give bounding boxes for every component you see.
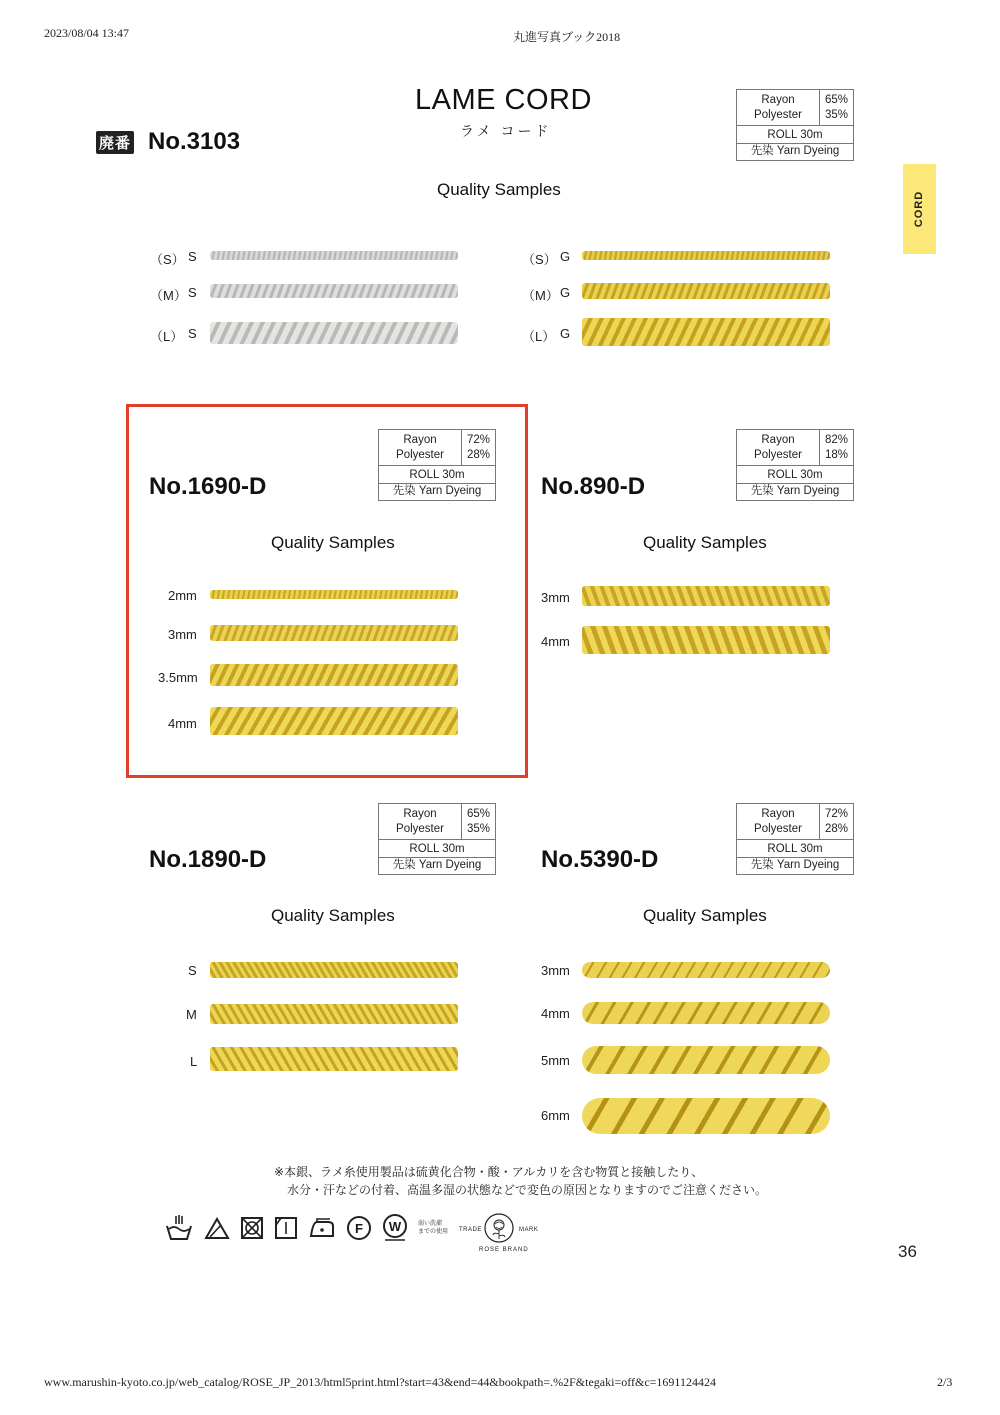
hand-wash-icon <box>164 1214 194 1242</box>
dye-method: 先染 Yarn Dyeing <box>750 145 840 157</box>
sample-color-label: S <box>188 326 197 341</box>
product-number: No.3103 <box>148 128 241 155</box>
cord-sample-silver-s <box>210 251 458 260</box>
sample-color-label: S <box>188 249 197 264</box>
product-number: No.5390-D <box>541 846 659 873</box>
care-icons <box>164 1214 448 1242</box>
percent-2: 18% <box>824 449 849 461</box>
sample-size-label: （S） <box>522 252 557 267</box>
section-title: Quality Samples <box>643 906 767 925</box>
roll-length: ROLL 30m <box>379 466 495 484</box>
cord-sample-gold-m <box>582 283 830 299</box>
sample-size-label: 4mm <box>168 716 197 731</box>
cord-sample-silver-l <box>210 322 458 344</box>
percent-1: 72% <box>466 434 491 446</box>
spec-table-1690d <box>378 429 496 501</box>
product-number: No.1690-D <box>149 473 267 500</box>
line-dry-icon <box>274 1216 298 1240</box>
percent-1: 65% <box>466 808 491 820</box>
material-1: Rayon <box>761 94 795 106</box>
percent-1: 65% <box>824 94 849 106</box>
page-subtitle: ラメ コード <box>460 123 552 139</box>
dry-clean-f-icon <box>346 1215 372 1241</box>
care-note <box>274 1163 767 1199</box>
percent-2: 28% <box>466 449 491 461</box>
print-page-count: 2/3 <box>937 1375 953 1389</box>
dry-clean-letter: F <box>355 1220 363 1236</box>
spec-table-3103 <box>736 89 854 161</box>
trademark-right: MARK <box>519 1227 539 1233</box>
dye-method: 先染 Yarn Dyeing <box>392 859 482 871</box>
trademark-left: TRADE <box>459 1227 482 1233</box>
cord-sample-2mm <box>210 590 458 599</box>
material-2: Polyester <box>396 823 444 835</box>
cord-sample-5mm <box>582 1046 830 1074</box>
dye-method: 先染 Yarn Dyeing <box>392 485 482 497</box>
rose-brand-trademark <box>456 1210 542 1260</box>
care-note-line-1: ※本銀、ラメ糸使用製品は硫黄化合物・酸・アルカリを含む物質と接触したり、 <box>274 1165 704 1179</box>
category-tab-cord[interactable] <box>903 164 936 254</box>
cord-sample-3mm <box>582 586 830 606</box>
cord-sample-4mm <box>582 626 830 654</box>
wet-clean-note <box>418 1220 448 1236</box>
wet-clean-letter: W <box>388 1218 402 1234</box>
wet-clean-icon <box>382 1214 408 1242</box>
catalog-title: 丸進写真ブック2018 <box>513 30 621 44</box>
cord-sample-m <box>210 1004 458 1024</box>
wet-clean-note-2: までの使用 <box>418 1229 449 1235</box>
iron-icon <box>308 1216 336 1240</box>
sample-size-label: （L） <box>522 329 556 344</box>
care-note-line-2: 水分・汗などの付着、高温多湿の状態などで変色の原因となりますのでご注意ください。 <box>287 1183 768 1197</box>
sample-size-label: 4mm <box>541 1006 570 1021</box>
sample-size-label: （L） <box>150 329 184 344</box>
cord-sample-3mm <box>582 962 830 978</box>
cord-sample-3-5mm <box>210 664 458 686</box>
sample-size-label: L <box>190 1054 198 1069</box>
spec-table-890d <box>736 429 854 501</box>
section-title: Quality Samples <box>437 180 561 199</box>
material-2: Polyester <box>754 823 802 835</box>
cord-sample-gold-s <box>582 251 830 260</box>
product-header-3103 <box>96 128 240 156</box>
sample-size-label: （M） <box>522 288 559 303</box>
material-2: Polyester <box>396 449 444 461</box>
section-title: Quality Samples <box>271 906 395 925</box>
roll-length: ROLL 30m <box>737 840 853 858</box>
product-number: No.890-D <box>541 473 646 500</box>
roll-length: ROLL 30m <box>737 466 853 484</box>
brand-name: ROSE BRAND <box>479 1247 529 1253</box>
percent-1: 72% <box>824 808 849 820</box>
sample-size-label: M <box>186 1007 197 1022</box>
sample-color-label: G <box>560 326 571 341</box>
sample-size-label: 5mm <box>541 1053 570 1068</box>
sample-size-label: S <box>188 963 197 978</box>
percent-2: 35% <box>466 823 491 835</box>
cord-sample-s <box>210 962 458 978</box>
percent-1: 82% <box>824 434 849 446</box>
wet-clean-note-1: 弱い洗濯 <box>418 1221 443 1227</box>
sample-size-label: 3mm <box>541 590 570 605</box>
material-1: Rayon <box>403 808 437 820</box>
spec-table-5390d <box>736 803 854 875</box>
material-2: Polyester <box>754 109 802 121</box>
cord-sample-gold-l <box>582 318 830 346</box>
print-url: www.marushin-kyoto.co.jp/web_catalog/ROSE_JP_2013/html5print.html?start=43&end=44&bookpath=.%2F&tegaki=off&c=1691124424 <box>44 1375 716 1389</box>
discontinued-badge: 廃番 <box>96 131 134 154</box>
sample-size-label: （S） <box>150 252 185 267</box>
material-1: Rayon <box>761 434 795 446</box>
cord-sample-silver-m <box>210 284 458 298</box>
percent-2: 28% <box>824 823 849 835</box>
sample-size-label: 4mm <box>541 634 570 649</box>
section-title: Quality Samples <box>271 533 395 552</box>
sample-size-label: 2mm <box>168 588 197 603</box>
material-2: Polyester <box>754 449 802 461</box>
cord-sample-4mm <box>210 707 458 735</box>
sample-color-label: G <box>560 249 571 264</box>
dye-method: 先染 Yarn Dyeing <box>750 485 840 497</box>
spec-table-1890d <box>378 803 496 875</box>
cord-sample-l <box>210 1047 458 1071</box>
bleach-icon <box>204 1216 230 1240</box>
sample-size-label: 6mm <box>541 1108 570 1123</box>
page-number: 36 <box>898 1242 917 1261</box>
cord-sample-3mm <box>210 625 458 641</box>
cord-sample-4mm <box>582 1002 830 1024</box>
roll-length: ROLL 30m <box>737 126 853 144</box>
page-title: LAME CORD <box>415 84 592 116</box>
dye-method: 先染 Yarn Dyeing <box>750 859 840 871</box>
percent-2: 35% <box>824 109 849 121</box>
product-number: No.1890-D <box>149 846 267 873</box>
material-1: Rayon <box>403 434 437 446</box>
cord-sample-6mm <box>582 1098 830 1134</box>
category-tab-label: CORD <box>913 190 926 228</box>
roll-length: ROLL 30m <box>379 840 495 858</box>
sample-color-label: S <box>188 285 197 300</box>
sample-size-label: 3.5mm <box>158 670 198 685</box>
print-timestamp: 2023/08/04 13:47 <box>44 26 130 40</box>
sample-size-label: 3mm <box>541 963 570 978</box>
sample-size-label: （M） <box>150 288 187 303</box>
rose-logo-icon <box>483 1212 515 1244</box>
sample-color-label: G <box>560 285 571 300</box>
sample-size-label: 3mm <box>168 627 197 642</box>
section-title: Quality Samples <box>643 533 767 552</box>
no-tumble-dry-icon <box>240 1216 264 1240</box>
material-1: Rayon <box>761 808 795 820</box>
